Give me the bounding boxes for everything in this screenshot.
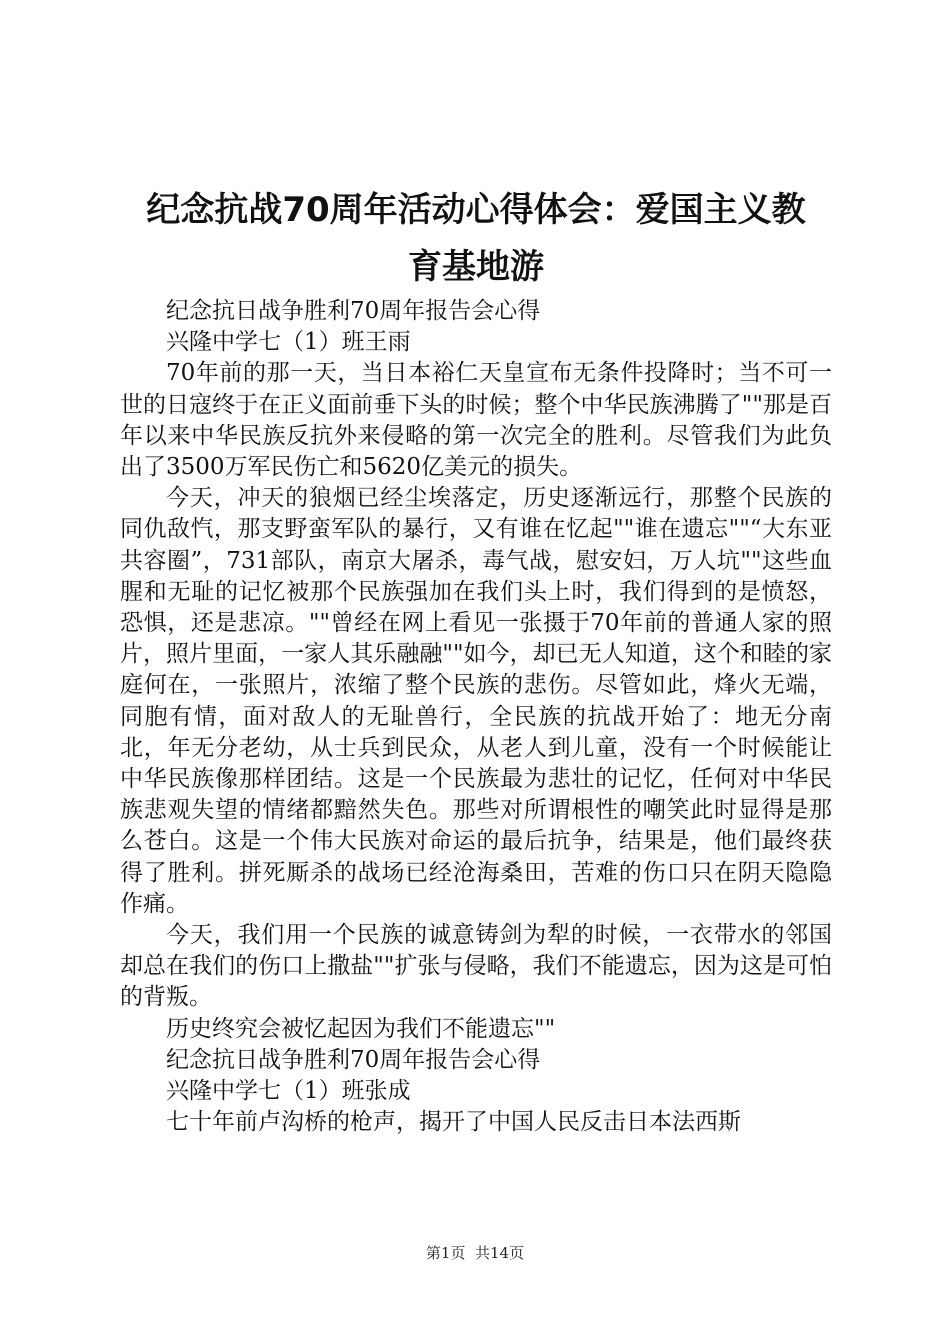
page-number-footer: 第1页 共14页 — [425, 1244, 525, 1262]
document-body — [120, 296, 832, 1138]
subheading-report-title: 纪念抗日战争胜利70周年报告会心得 — [166, 1046, 541, 1073]
document-title-line-1: 纪念抗战70周年活动心得体会：爱国主义教 — [146, 190, 806, 230]
body-paragraph: 今天，我们用一个民族的诚意铸剑为犁的时候，一衣带水的邻国却总在我们的伤口上撒盐""扩张与侵略，我们不能遗忘，因为这是可怕的背叛。 — [120, 922, 832, 1011]
document-title-line-2: 育基地游 — [408, 247, 544, 287]
author-line: 兴隆中学七（1）班王雨 — [166, 329, 411, 356]
body-paragraph: 今天，冲天的狼烟已经尘埃落定，历史逐渐远行，那整个民族的同仇敌忾，那支野蛮军队的暴行，又有谁在忆起""谁在遗忘""“大东亚共容圈”，731部队，南京大屠杀，毒气战，慰安妇，万人坑""这些血腥和无耻的记忆被那个民族强加在我们头上时，我们得到的是愤怒，恐惧，还是悲凉。""曾经在网上看见一张摄于70年前的普通人家的照片，照片里面，一家人其乐融融""如今，却已无人知道，这个和睦的家庭何在，一张照片，浓缩了整个民族的悲伤。尽管如此，烽火无端，同胞有情，面对敌人的无耻兽行，全民族的抗战开始了：地无分南北，年无分老幼，从士兵到民众，从老人到儿童，没有一个时候能让中华民族像那样团结。这是一个民族最为悲壮的记忆，任何对中华民族悲观失望的情绪都黯然失色。那些对所谓根性的嘲笑此时显得是那么苍白。这是一个伟大民族对命运的最后抗争，结果是，他们最终获得了胜利。拼死厮杀的战场已经沧海桑田，苦难的伤口只在阴天隐隐作痛。 — [120, 485, 832, 917]
author-line: 兴隆中学七（1）班张成 — [166, 1078, 411, 1105]
body-paragraph: 七十年前卢沟桥的枪声，揭开了中国人民反击日本法西斯 — [166, 1109, 741, 1136]
body-paragraph: 70年前的那一天，当日本裕仁天皇宣布无条件投降时；当不可一世的日寇终于在正义面前垂下头的时候；整个中华民族沸腾了""那是百年以来中华民族反抗外来侵略的第一次完全的胜利。尽管我们为此负出了3500万军民伤亡和5620亿美元的损失。 — [120, 360, 832, 481]
subheading-report-title: 纪念抗日战争胜利70周年报告会心得 — [166, 298, 541, 324]
body-paragraph: 历史终究会被忆起因为我们不能遗忘"" — [166, 1015, 556, 1042]
